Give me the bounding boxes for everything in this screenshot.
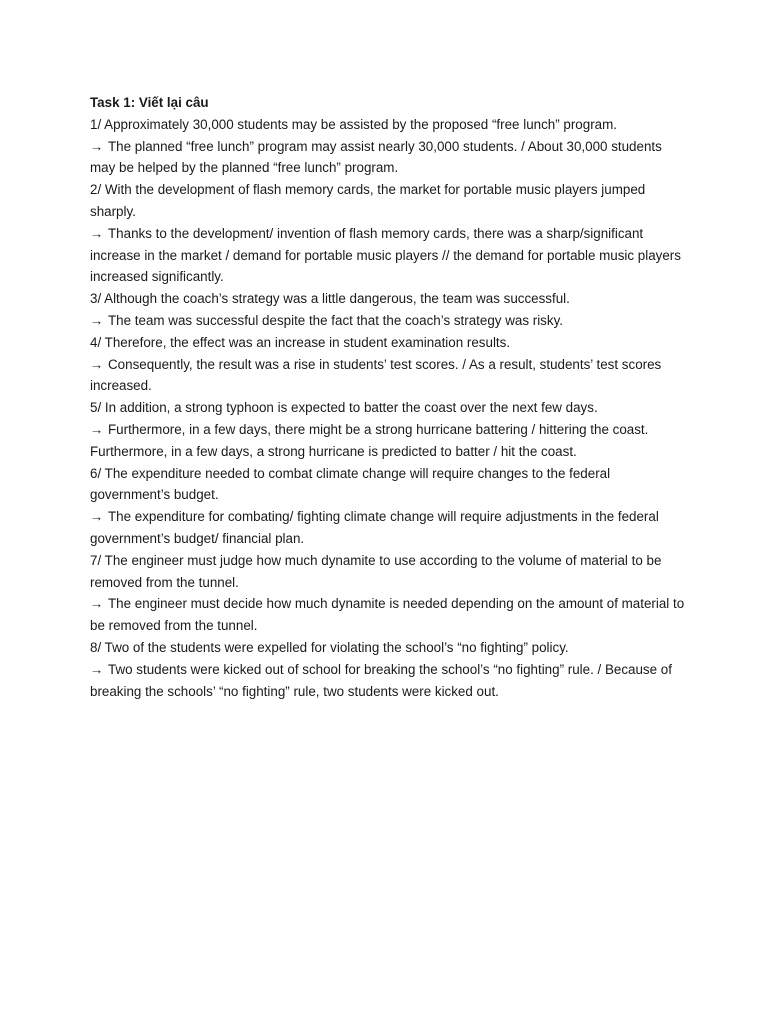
answer-6 xyxy=(90,506,690,550)
question-7: 7/ The engineer must judge how much dynamite to use according to the volume of material to be removed from the tunnel. xyxy=(90,552,662,590)
question-5: 5/ In addition, a strong typhoon is expected to batter the coast over the next few days. xyxy=(90,400,598,416)
arrow-icon: → xyxy=(90,138,104,154)
question-3: 3/ Although the coach’s strategy was a little dangerous, the team was successful. xyxy=(90,291,570,307)
answer-8-text: Two students were kicked out of school for breaking the school’s “no fighting” rule. / Because of breaking the schools’ “no fighting” rule, two students were kicked out. xyxy=(90,661,672,699)
answer-2-text: Thanks to the development/ invention of flash memory cards, there was a sharp/significant increase in the market / demand for portable music players // the demand for portable music players increased significantly. xyxy=(90,225,681,285)
answer-5 xyxy=(90,419,690,463)
question-8: 8/ Two of the students were expelled for violating the school’s “no fighting” policy. xyxy=(90,639,569,655)
answer-8 xyxy=(90,659,690,703)
answer-1 xyxy=(90,136,690,180)
answer-1-text: The planned “free lunch” program may assist nearly 30,000 students. / About 30,000 students may be helped by the planned “free lunch” program. xyxy=(90,138,662,176)
question-4: 4/ Therefore, the effect was an increase in student examination results. xyxy=(90,334,511,350)
answer-3-text: The team was successful despite the fact that the coach’s strategy was risky. xyxy=(108,312,563,328)
arrow-icon: → xyxy=(90,312,104,328)
question-6: 6/ The expenditure needed to combat climate change will require changes to the federal government’s budget. xyxy=(90,465,611,503)
arrow-icon: → xyxy=(90,225,104,241)
answer-2 xyxy=(90,223,690,288)
document-page xyxy=(90,92,690,702)
answer-7-text: The engineer must decide how much dynamite is needed depending on the amount of material to be removed from the tunnel. xyxy=(90,596,685,634)
answer-5-text: Furthermore, in a few days, there might be a strong hurricane battering / hittering the coast. Furthermore, in a few days, a strong hurricane is predicted to batter / hit the coast. xyxy=(90,421,649,459)
arrow-icon: → xyxy=(90,509,104,525)
arrow-icon: → xyxy=(90,356,104,372)
answer-4-text: Consequently, the result was a rise in students’ test scores. / As a result, students’ test scores increased. xyxy=(90,356,662,394)
answer-6-text: The expenditure for combating/ fighting climate change will require adjustments in the federal government’s budget/ financial plan. xyxy=(90,509,659,546)
question-1: 1/ Approximately 30,000 students may be assisted by the proposed “free lunch” program. xyxy=(90,116,617,132)
answer-7 xyxy=(90,593,690,637)
answer-3 xyxy=(90,310,690,332)
question-2: 2/ With the development of flash memory cards, the market for portable music players jumped sharply. xyxy=(90,182,646,219)
task-title: Task 1: Viết lại câu xyxy=(90,95,209,110)
arrow-icon: → xyxy=(90,661,104,677)
arrow-icon: → xyxy=(90,596,104,612)
answer-4 xyxy=(90,354,690,398)
arrow-icon: → xyxy=(90,421,104,437)
